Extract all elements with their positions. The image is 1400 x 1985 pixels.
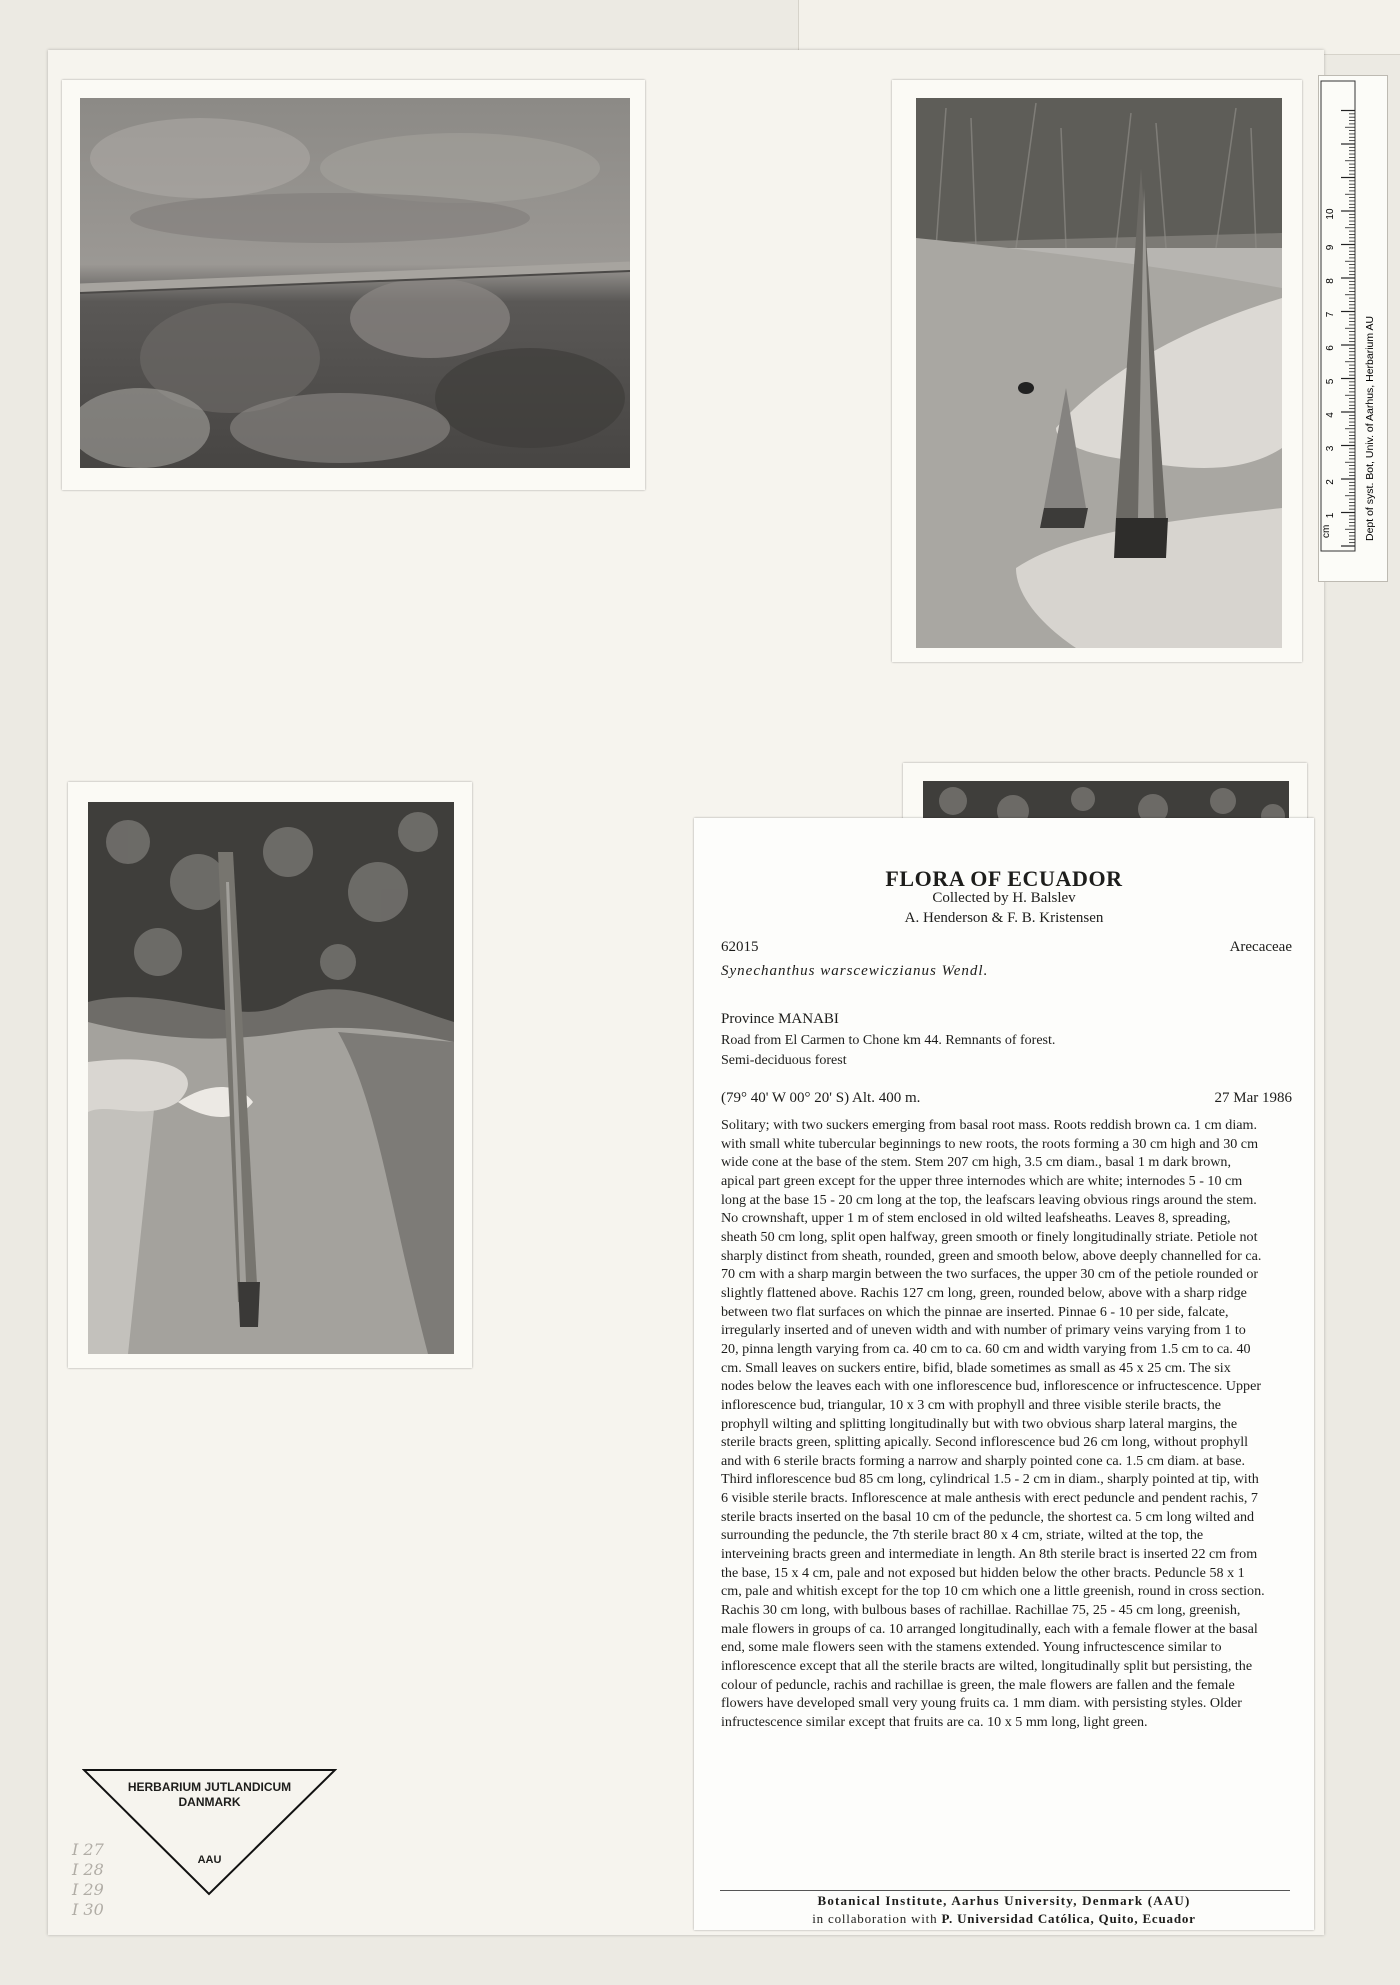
ruler-caption: Dept of syst. Bot, Univ. of Aarhus, Herbarium AU (1364, 315, 1376, 541)
ruler-number: 9 (1325, 244, 1336, 251)
pencil-note: I 29 (72, 1880, 104, 1899)
ruler-graphic (1319, 76, 1387, 581)
label-title: FLORA OF ECUADOR (885, 866, 1123, 891)
ruler-number: 5 (1325, 378, 1336, 385)
inflorescence-bud-image (88, 802, 454, 1354)
habitat: Semi-deciduous forest (721, 1053, 847, 1068)
background-paper (798, 0, 1400, 55)
footer-rule (720, 1890, 1290, 1891)
herbarium-stamp (82, 1768, 337, 1896)
ruler-number: 4 (1325, 412, 1336, 418)
ruler-number: 3 (1325, 445, 1336, 452)
pencil-note: I 27 (72, 1840, 104, 1859)
specimen-label (694, 818, 1314, 1930)
footer-institute: Botanical Institute, Aarhus University, Denmark (AAU) (817, 1893, 1191, 1908)
footer-collab-prefix: in collaboration with (812, 1911, 938, 1926)
ruler-number: 10 (1325, 208, 1336, 220)
scale-ruler (1318, 75, 1388, 582)
collection-number: 62015 (721, 939, 759, 955)
collector-line-2: A. Henderson & F. B. Kristensen (904, 910, 1104, 926)
specimen-description: Solitary; with two suckers emerging from basal root mass. Roots reddish brown ca. 1 cm diam. with small white tubercular beginnings to new roots, the roots forming a 30 cm high and 30 cm wide cone at the base of the stem. Stem 207 cm high, 3.5 cm diam., basal 1 m dark brown, apical part green except for the upper three internodes which are white; internodes 5 - 10 cm long at the base 15 - 20 cm long at the top, the leafscars leaving obvious rings around the stem. No crownshaft, upper 1 m of stem enclosed in old wilted leafsheaths. Leaves 8, spreading, sheath 50 cm long, split open halfway, green smooth or finely longitudinally striate. Petiole not sharply distinct from sheath, rounded, green and smooth below, above deeply channelled for ca. 70 cm with a sharp margin between the two surfaces, the upper 30 cm of the petiole rounded or slightly flattened above. Rachis 127 cm long, green, rounded below, above with a sharp ridge between two flat surfaces on which the pinnae are inserted. Pinnae 6 - 10 per side, falcate, irregularly inserted and of uneven width and with number of primary veins varying from 1 to 20, pinna length varying from ca. 40 cm to ca. 60 cm and width varying from 1.5 cm to ca. 40 cm. Small leaves on suckers entire, bifid, blade sometimes as small as 45 x 25 cm. The six nodes below the leaves each with one inflorescence bud, inflorescence or infructescence. Upper inflorescence bud, triangular, 10 x 3 cm with prophyll and three visible sterile bracts, the prophyll wilting and splitting longitudinally but with two obvious sharp lateral margins, the sterile bracts green, splitting apically. Second inflorescence bud 26 cm long, without prophyll and with 6 sterile bracts forming a narrow and sharply pointed cone ca. 1.5 cm diam. at base. Third inflorescence bud 85 cm long, cylindrical 1.5 - 2 cm in diam., sharply pointed at tip, with 6 visible sterile bracts. Inflorescence at male anthesis with erect peduncle and pendent rachis, 7 sterile bracts inserted on the basal 10 cm of the peduncle, the shortest ca. 5 cm long wilted and surrounding the peduncle, the 7th sterile bract 80 x 4 cm, striate, wilted at the top, the interveining bracts green and intermediate in length. An 8th sterile bract is inserted 22 cm from the base, 15 x 4 cm, pale and not exposed but hidden below the other bracts. Peduncle 58 x 1 cm, pale and whitish except for the top 10 cm which one a little greenish, round in cross section. Rachis 30 cm long, with bulbous bases of rachillae. Rachillae 75, 25 - 45 cm long, greenish, male flowers in groups of ca. 10 arranged longitudinally, each with a female flower at the basal end, some male flowers seen with the stamens extended. Young infructescence similar to inflorescence except that all the sterile bracts are wilted, longitudinally split but persisting, the colour of peduncle, rachis and rachillae is green, the male flowers are fallen and the female flowers have developed small very young fruits ca. 1 mm diam. with persisting styles. Older infructescence similar except that fruits are ca. 10 x 5 mm long, light green. (721, 1117, 1265, 1730)
pencil-note: I 30 (72, 1900, 104, 1919)
scientific-name: Synechanthus warscewiczianus Wendl. (721, 963, 989, 979)
ruler-number: 6 (1325, 345, 1336, 351)
sucker-shoots-photo (892, 80, 1302, 662)
coordinates: (79° 40' W 00° 20' S) Alt. 400 m. (721, 1090, 921, 1106)
collector-line: Collected by H. Balslev (932, 890, 1076, 906)
ruler-number: 8 (1325, 278, 1336, 284)
footer-collab-name: P. Universidad Católica, Quito, Ecuador (941, 1911, 1196, 1926)
sucker-shoots-image (916, 98, 1282, 648)
collection-date: 27 Mar 1986 (1214, 1090, 1292, 1106)
inflorescence-bud-photo (68, 782, 472, 1368)
ground-photo-image (80, 98, 630, 468)
pencil-note: I 28 (72, 1860, 104, 1879)
stamp-line-1: HERBARIUM JUTLANDICUM (127, 1780, 292, 1794)
stamp-line-3: AAU (197, 1854, 222, 1866)
family-name: Arecaceae (1229, 939, 1292, 955)
ruler-number: 2 (1325, 479, 1336, 485)
ruler-unit: cm (1321, 524, 1332, 538)
footer-collaboration (694, 1911, 1314, 1927)
locality: Road from El Carmen to Chone km 44. Remnants of forest. (721, 1033, 1056, 1048)
ruler-number: 1 (1325, 512, 1336, 519)
stamp-line-2: DANMARK (178, 1795, 241, 1809)
ground-photo (62, 80, 645, 490)
province: Province MANABI (721, 1011, 839, 1027)
ruler-number: 7 (1325, 311, 1336, 318)
